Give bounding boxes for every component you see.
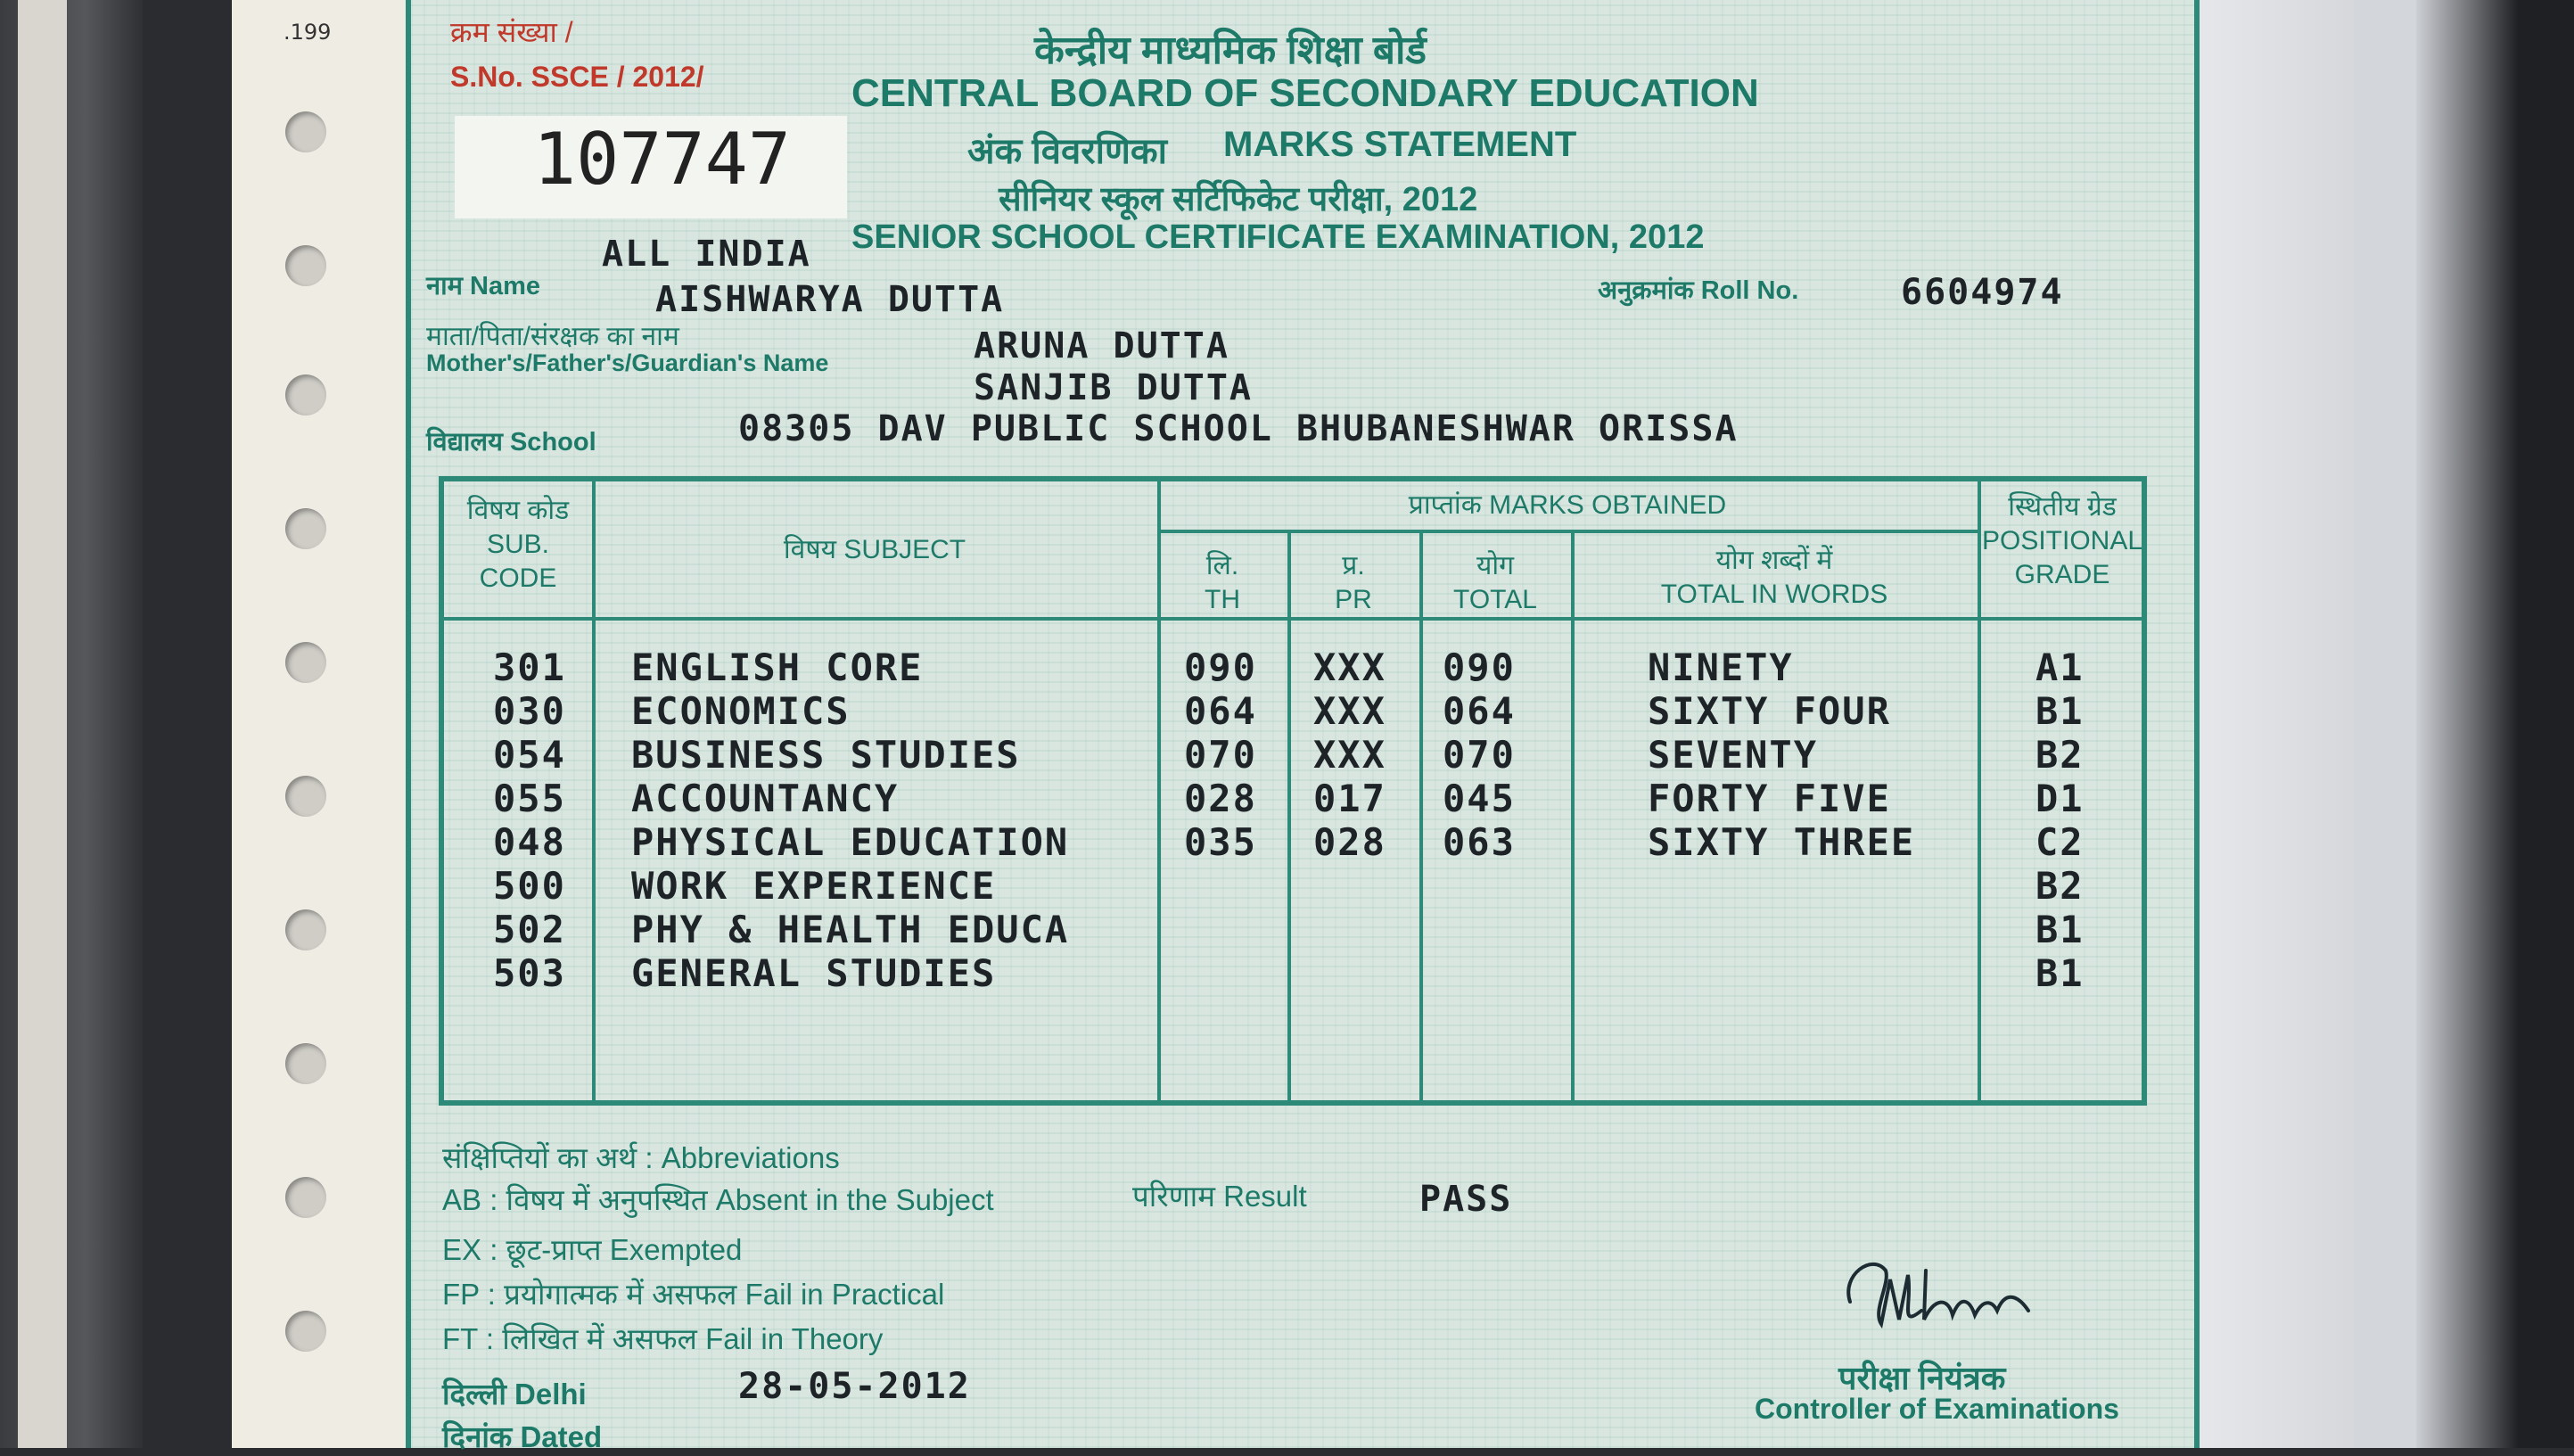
cell-subject: BUSINESS STUDIES	[631, 733, 1021, 777]
guardian-label: Mother's/Father's/Guardian's Name	[426, 350, 829, 376]
father-name: SANJIB DUTTA	[974, 367, 1253, 408]
exam-title-hindi: सीनियर स्कूल सर्टिफिकेट परीक्षा, 2012	[999, 181, 1478, 218]
cell-total-in-words: FORTY FIVE	[1648, 777, 1891, 820]
guardian-label-hindi: माता/पिता/संरक्षक का नाम	[426, 322, 679, 351]
cell-practical: XXX	[1313, 733, 1386, 777]
cell-grade: B1	[2035, 689, 2085, 733]
abbreviation-ex: EX : छूट-प्राप्त Exempted	[442, 1233, 743, 1266]
cell-subject: PHYSICAL EDUCATION	[631, 820, 1070, 864]
controller-label: Controller of Examinations	[1755, 1393, 2119, 1425]
header-marks-obtained: प्राप्तांक MARKS OBTAINED	[1408, 490, 1727, 520]
cell-code: 502	[493, 908, 566, 951]
perforation-hole	[285, 1177, 326, 1218]
roll-number: 6604974	[1901, 272, 2064, 313]
issue-date: 28-05-2012	[738, 1366, 971, 1407]
cell-total: 045	[1443, 777, 1516, 820]
cell-practical: XXX	[1313, 646, 1386, 689]
perforation-hole	[285, 1311, 326, 1352]
cell-subject: PHY & HEALTH EDUCA	[631, 908, 1070, 951]
cell-subject: GENERAL STUDIES	[631, 951, 997, 995]
cell-theory: 035	[1184, 820, 1257, 864]
cell-code: 503	[493, 951, 566, 995]
cell-grade: D1	[2035, 777, 2085, 820]
perforation-hole	[285, 909, 326, 950]
cell-subject: ECONOMICS	[631, 689, 851, 733]
roll-number-label: अनुक्रमांक Roll No.	[1598, 276, 1799, 305]
adjacent-page-edge	[18, 0, 67, 1448]
cell-total: 090	[1443, 646, 1516, 689]
place-label: दिल्ली Delhi	[442, 1378, 587, 1411]
school-label: विद्यालय School	[426, 428, 596, 457]
result-value: PASS	[1419, 1179, 1513, 1220]
cell-total: 064	[1443, 689, 1516, 733]
statement-title-hindi: अंक विवरणिका	[967, 132, 1167, 171]
serial-label-hindi: क्रम संख्या /	[450, 16, 573, 48]
cell-practical: 028	[1313, 820, 1386, 864]
header-theory: लि. TH	[1205, 551, 1240, 614]
controller-label-hindi: परीक्षा नियंत्रक	[1838, 1360, 2006, 1396]
perforation-hole	[285, 776, 326, 817]
cell-grade: C2	[2035, 820, 2085, 864]
cell-theory: 070	[1184, 733, 1257, 777]
cell-code: 048	[493, 820, 566, 864]
cell-grade: B1	[2035, 951, 2085, 995]
abbreviation-ab: AB : विषय में अनुपस्थित Absent in the Subject	[442, 1183, 994, 1216]
header-positional-grade: स्थितीय ग्रेड POSITIONAL GRADE	[1981, 492, 2143, 589]
cell-subject: ENGLISH CORE	[631, 646, 924, 689]
exam-title: SENIOR SCHOOL CERTIFICATE EXAMINATION, 2012	[851, 218, 1705, 256]
school-name: 08305 DAV PUBLIC SCHOOL BHUBANESHWAR ORISSA	[738, 408, 1739, 449]
perforation-hole	[285, 374, 326, 415]
cell-grade: B1	[2035, 908, 2085, 951]
board-name: CENTRAL BOARD OF SECONDARY EDUCATION	[851, 71, 1759, 115]
cell-subject: ACCOUNTANCY	[631, 777, 900, 820]
cell-grade: B2	[2035, 864, 2085, 908]
cell-total-in-words: NINETY	[1648, 646, 1794, 689]
perforation-hole	[285, 111, 326, 152]
cell-code: 500	[493, 864, 566, 908]
cell-subject: WORK EXPERIENCE	[631, 864, 997, 908]
header-subject: विषय SUBJECT	[783, 535, 966, 564]
cell-total-in-words: SIXTY THREE	[1648, 820, 1916, 864]
side-mark: .199	[284, 20, 332, 45]
cell-practical: XXX	[1313, 689, 1386, 733]
cell-practical: 017	[1313, 777, 1386, 820]
mother-name: ARUNA DUTTA	[974, 325, 1229, 366]
perforated-binder-strip	[232, 0, 410, 1448]
perforation-hole	[285, 508, 326, 549]
statement-title: MARKS STATEMENT	[1223, 125, 1577, 164]
header-subject-code: विषय कोड SUB. CODE	[466, 496, 570, 593]
cell-grade: B2	[2035, 733, 2085, 777]
perforation-hole	[285, 1043, 326, 1084]
result-label: परिणाम Result	[1132, 1180, 1307, 1213]
perforation-hole	[285, 642, 326, 683]
abbreviation-ft: FT : लिखित में असफल Fail in Theory	[442, 1322, 884, 1355]
cell-total-in-words: SIXTY FOUR	[1648, 689, 1891, 733]
plastic-sleeve-edge	[2354, 0, 2416, 1448]
signature-icon	[1837, 1248, 2042, 1346]
cell-total-in-words: SEVENTY	[1648, 733, 1819, 777]
cell-theory: 090	[1184, 646, 1257, 689]
cell-total: 063	[1443, 820, 1516, 864]
cell-code: 054	[493, 733, 566, 777]
cell-code: 055	[493, 777, 566, 820]
abbreviation-fp: FP : प्रयोगात्मक में असफल Fail in Practical	[442, 1278, 945, 1311]
region: ALL INDIA	[602, 234, 811, 275]
cell-code: 301	[493, 646, 566, 689]
cell-grade: A1	[2035, 646, 2085, 689]
name-label: नाम Name	[426, 272, 541, 300]
dated-label: दिनांक Dated	[442, 1420, 603, 1453]
marks-table	[439, 476, 2147, 1106]
candidate-name: AISHWARYA DUTTA	[655, 279, 1005, 320]
header-total: योग TOTAL	[1453, 551, 1537, 614]
cell-theory: 064	[1184, 689, 1257, 733]
board-name-hindi: केन्द्रीय माध्यमिक शिक्षा बोर्ड	[1034, 29, 1427, 72]
serial-number: 107747	[533, 118, 791, 201]
cell-code: 030	[493, 689, 566, 733]
cell-theory: 028	[1184, 777, 1257, 820]
abbreviations-title: संक्षिप्तियों का अर्थ : Abbreviations	[442, 1141, 840, 1174]
perforation-hole	[285, 245, 326, 286]
cell-total: 070	[1443, 733, 1516, 777]
header-total-in-words: योग शब्दों में TOTAL IN WORDS	[1660, 546, 1888, 609]
header-practical: प्र. PR	[1335, 551, 1372, 614]
serial-label: S.No. SSCE / 2012/	[450, 61, 704, 93]
